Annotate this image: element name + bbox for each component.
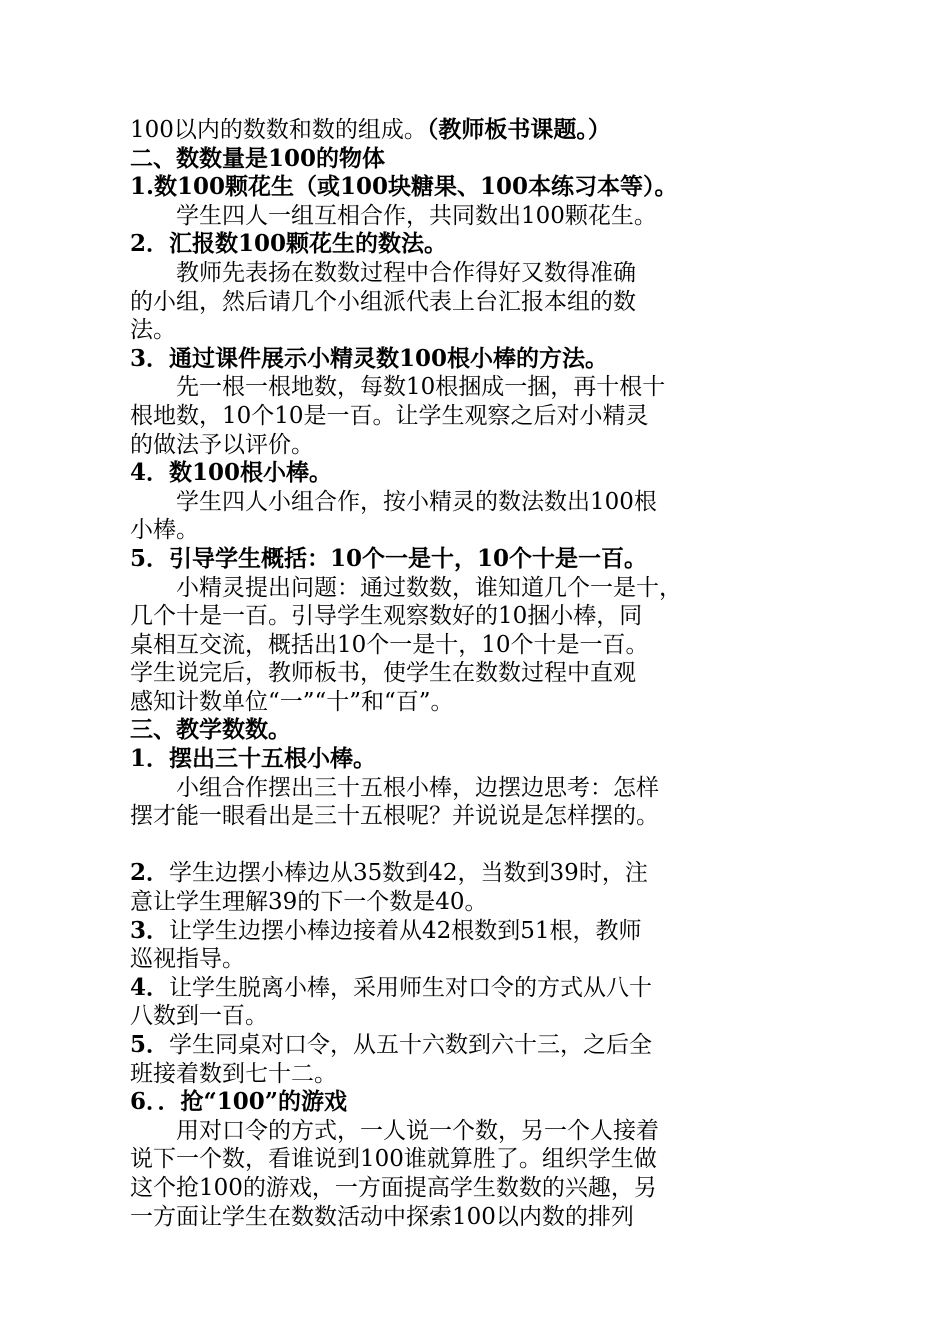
item-3-4-line: [130, 974, 700, 1003]
paragraph-line: 学生说完后，教师板书，使学生在数数过程中直观: [130, 660, 636, 687]
paragraph-line: 用对口令的方式，一人说一个数，另一个人接着: [176, 1117, 659, 1144]
item-3-3-line: [130, 917, 700, 946]
paragraph-line: 巡视指导。: [130, 946, 245, 973]
paragraph-line: 小组合作摆出三十五根小棒，边摆边思考：怎样: [176, 774, 659, 801]
item-text: 学生同桌对口令，从五十六数到六十三，之后全: [169, 1032, 653, 1058]
paragraph-line: 感知计数单位“一”“十”和“百”。: [130, 688, 454, 715]
paragraph-line: 小精灵提出问题：通过数数，谁知道几个一是十，: [176, 574, 682, 601]
item-title-2-4: 4．数100根小棒。: [130, 459, 333, 487]
item-title-2-1: 1.数100颗花生（或100块糖果、100本练习本等）。: [130, 173, 678, 201]
item-3-5-line: [130, 1031, 700, 1060]
paragraph-line: 桌相互交流，概括出10个一是十，10个十是一百。: [130, 631, 649, 658]
item-3-2-line: [130, 859, 700, 888]
item-number: 4．: [130, 973, 170, 1001]
paragraph-line: 说下一个数，看谁说到100谁就算胜了。组织学生做: [130, 1146, 657, 1173]
paragraph-line: 摆才能一眼看出是三十五根呢？并说说是怎样摆的。: [130, 803, 659, 830]
intro-line: [130, 116, 700, 145]
item-title-3-6: 6．．抢“100”的游戏: [130, 1088, 347, 1116]
paragraph-line: 几个十是一百。引导学生观察数好的10捆小棒，同: [130, 603, 643, 630]
section-heading-2: 二、数数量是100的物体: [130, 144, 386, 172]
paragraph-line: 法。: [130, 317, 176, 344]
paragraph-line: 先一根一根地数，每数10根捆成一捆，再十根十: [176, 374, 666, 401]
paragraph-line: 学生四人小组合作，按小精灵的数法数出100根: [176, 488, 657, 515]
item-number: 5．: [130, 1031, 170, 1058]
paragraph-line: 的小组，然后请几个小组派代表上台汇报本组的数: [130, 288, 636, 315]
paragraph-line: 教师先表扬在数数过程中合作得好又数得准确: [176, 259, 636, 286]
item-number: 2．: [130, 859, 170, 887]
section-heading-3: 三、教学数数。: [130, 716, 291, 744]
document-page: [130, 116, 700, 1231]
paragraph-line: 学生四人一组互相合作，共同数出100颗花生。: [176, 202, 657, 229]
item-title-2-3: 3．通过课件展示小精灵数100根小棒的方法。: [130, 344, 609, 372]
blank-line: [130, 831, 700, 860]
paragraph-line: 小棒。: [130, 517, 199, 544]
item-text: 学生边摆小棒边从35数到42，当数到39时，注: [169, 860, 648, 887]
item-title-2-2: 2．汇报数100颗花生的数法。: [130, 230, 448, 258]
paragraph-line: 意让学生理解39的下一个数是40。: [130, 889, 488, 916]
intro-note: （教师板书课题。）: [426, 116, 611, 143]
paragraph-line: 这个抢100的游戏，一方面提高学生数数的兴趣，另: [130, 1174, 657, 1201]
paragraph-line: 八数到一百。: [130, 1003, 268, 1030]
paragraph-line: 班接着数到七十二。: [130, 1060, 337, 1087]
intro-text: 100以内的数数和数的组成。: [130, 117, 427, 143]
item-title-3-1: 1．摆出三十五根小棒。: [130, 745, 377, 773]
paragraph-line: 的做法予以评价。: [130, 431, 314, 458]
paragraph-line: 根地数，10个10是一百。让学生观察之后对小精灵: [130, 402, 649, 429]
paragraph-line: 一方面让学生在数数活动中探索100以内数的排列: [130, 1203, 634, 1230]
item-text: 让学生边摆小棒边接着从42根数到51根，教师: [169, 917, 642, 944]
item-number: 3．: [130, 916, 170, 944]
item-title-2-5: 5．引导学生概括：10个一是十，10个十是一百。: [130, 544, 648, 572]
item-text: 让学生脱离小棒，采用师生对口令的方式从八十: [169, 974, 653, 1001]
